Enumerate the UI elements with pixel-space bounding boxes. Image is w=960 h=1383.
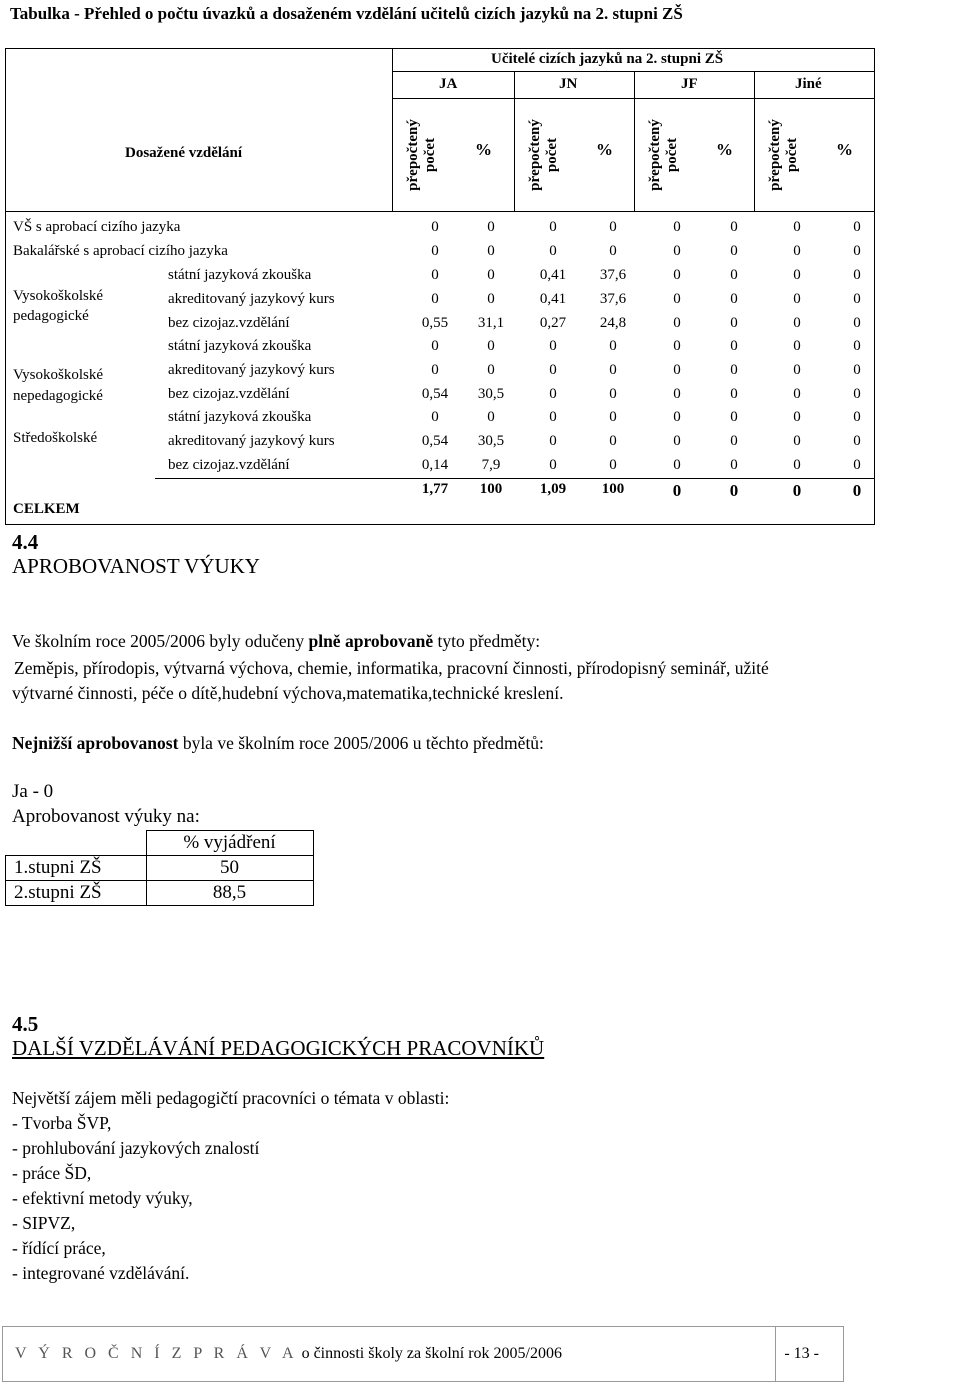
table-cell: 0 [431, 338, 439, 354]
group-label: pedagogické [13, 308, 89, 324]
page-title: Tabulka - Přehled o počtu úvazků a dosaženém vzdělání učitelů cizích jazyků na 2. stupni ZŠ [10, 4, 683, 23]
total-cell: 100 [601, 481, 625, 497]
table-cell: 0 [730, 338, 738, 354]
total-label: CELKEM [13, 501, 80, 517]
table-cell: 0 [549, 243, 557, 259]
table-cell: 0 [853, 386, 861, 402]
table-cell: 0,14 [421, 457, 449, 473]
footer-rest: o činnosti školy za školní rok 2005/2006 [297, 1345, 562, 1362]
row-label: akreditovaný jazykový kurs [168, 291, 335, 307]
table-cell: 37,6 [599, 291, 627, 307]
table-cell: 0 [431, 267, 439, 283]
total-cell: 0 [672, 481, 682, 500]
table-cell: 0 [609, 386, 617, 402]
col-header-percent: % [596, 140, 613, 159]
table-cell: 0 [853, 315, 861, 331]
table-cell: 0,54 [421, 433, 449, 449]
table-cell: 31,1 [477, 315, 505, 331]
table-cell: 0 [673, 315, 681, 331]
lang-jf: JF [681, 76, 698, 92]
table-cell: 0 [730, 457, 738, 473]
list-item: - Tvorba ŠVP, [12, 1113, 112, 1133]
table-cell: 0 [673, 433, 681, 449]
table-cell: 0,41 [539, 267, 567, 283]
ja-line: Ja - 0 [12, 781, 54, 802]
total-cell: 1,09 [539, 481, 567, 497]
table-cell: 0 [549, 409, 557, 425]
para-aprobace: Ve školním roce 2005/2006 byly odučeny plně aprobovaně tyto předměty: [12, 631, 541, 651]
table-cell: 30,5 [477, 433, 505, 449]
table-cell: 0 [431, 291, 439, 307]
row-label: bez cizojaz.vzdělání [168, 457, 290, 473]
table-cell: 0 [853, 457, 861, 473]
list-item: - řídící práce, [12, 1238, 106, 1258]
table-cell: 0 [793, 386, 801, 402]
total-cell: 0 [792, 481, 802, 500]
subjects-line-2: výtvarné činnosti, péče o dítě,hudební výchova,matematika,technické kreslení. [12, 683, 564, 703]
table-cell: 0 [487, 267, 495, 283]
table-cell: 0 [431, 362, 439, 378]
table-cell: 0 [673, 219, 681, 235]
apro-label: Aprobovanost výuky na: [12, 806, 200, 827]
list-item: - práce ŠD, [12, 1163, 92, 1183]
total-cell: 100 [479, 481, 503, 497]
col-header-count: přepočtený počet [647, 119, 680, 191]
row-label: státní jazyková zkouška [168, 409, 312, 425]
table-cell: 0 [431, 409, 439, 425]
apro-row-label: 1.stupni ZŠ [6, 856, 147, 881]
table-cell: 0 [853, 338, 861, 354]
table-cell: 0 [793, 219, 801, 235]
table-cell: 0 [793, 291, 801, 307]
table-cell: 0 [673, 243, 681, 259]
table-cell: 0 [853, 243, 861, 259]
lang-ja: JA [439, 76, 458, 92]
table-cell: 24,8 [599, 315, 627, 331]
table-cell: 0 [487, 338, 495, 354]
table-cell: 0 [549, 219, 557, 235]
row-label: bez cizojaz.vzdělání [168, 386, 290, 402]
table-cell: 0 [853, 219, 861, 235]
subjects-line-1: Zeměpis, přírodopis, výtvarná výchova, chemie, informatika, pracovní činnosti, přírodopisný seminář, užité [14, 658, 769, 678]
apro-header: % vyjádření [146, 831, 313, 856]
table-cell: 0 [609, 362, 617, 378]
table-cell: 0 [673, 457, 681, 473]
table-cell: 0 [793, 457, 801, 473]
group-label: Vysokoškolské [13, 288, 104, 304]
table-cell: 0 [673, 409, 681, 425]
table-cell: 0 [487, 291, 495, 307]
table-cell: 0 [609, 409, 617, 425]
group-label: Vysokoškolské [13, 367, 104, 383]
table-cell: 0 [730, 243, 738, 259]
lang-jn: JN [559, 76, 578, 92]
table-cell: 0 [793, 362, 801, 378]
table-cell: 0 [673, 386, 681, 402]
table-cell: 0 [730, 386, 738, 402]
list-item: - efektivní metody výuky, [12, 1188, 193, 1208]
apro-row-value: 50 [146, 856, 313, 881]
section-44-heading: APROBOVANOST VÝUKY [12, 554, 260, 578]
row-label: bez cizojaz.vzdělání [168, 315, 290, 331]
page-footer [2, 1326, 844, 1382]
list-item: - prohlubování jazykových znalostí [12, 1138, 260, 1158]
table-cell: 0 [853, 267, 861, 283]
group-header: Učitelé cizích jazyků na 2. stupni ZŠ [491, 51, 724, 67]
row-label: státní jazyková zkouška [168, 338, 312, 354]
apro-row-value: 88,5 [146, 881, 313, 906]
section-45-heading: DALŠÍ VZDĚLÁVÁNÍ PEDAGOGICKÝCH PRACOVNÍKŮ [12, 1036, 545, 1060]
table-cell: 0 [487, 219, 495, 235]
row-label: VŠ s aprobací cizího jazyka [13, 219, 181, 235]
row-label: akreditovaný jazykový kurs [168, 362, 335, 378]
lang-jine: Jiné [795, 76, 822, 92]
col-header-percent: % [475, 140, 492, 159]
table-cell: 0 [431, 243, 439, 259]
table-cell: 0 [549, 457, 557, 473]
table-cell: 0 [549, 386, 557, 402]
table-cell: 0 [730, 315, 738, 331]
table-cell: 0 [853, 409, 861, 425]
table-cell: 37,6 [599, 267, 627, 283]
section-45-number: 4.5 [12, 1012, 39, 1036]
table-cell: 0 [793, 433, 801, 449]
table-cell: 0 [549, 433, 557, 449]
total-cell: 0 [852, 481, 862, 500]
table-cell: 0 [793, 409, 801, 425]
row-label: akreditovaný jazykový kurs [168, 433, 335, 449]
table-cell: 7,9 [481, 457, 501, 473]
table-cell: 0 [730, 291, 738, 307]
table-cell: 0 [431, 219, 439, 235]
table-cell: 0,54 [421, 386, 449, 402]
table-cell: 0 [609, 219, 617, 235]
table-cell: 0 [793, 243, 801, 259]
table-cell: 0 [673, 338, 681, 354]
table-cell: 0,41 [539, 291, 567, 307]
table-cell: 0 [609, 243, 617, 259]
table-cell: 0 [793, 267, 801, 283]
table-cell: 30,5 [477, 386, 505, 402]
table-cell: 0 [730, 433, 738, 449]
table-cell: 0 [549, 338, 557, 354]
table-cell: 0 [487, 362, 495, 378]
col-header-percent: % [836, 140, 853, 159]
col-header-count: přepočtený počet [405, 119, 438, 191]
section-45-intro: Největší zájem měli pedagogičtí pracovníci o témata v oblasti: [12, 1088, 450, 1108]
row-header: Dosažené vzdělání [125, 145, 243, 161]
row-label: státní jazyková zkouška [168, 267, 312, 283]
table-cell: 0 [609, 338, 617, 354]
table-cell: 0,55 [421, 315, 449, 331]
table-cell: 0 [730, 409, 738, 425]
teachers-table [5, 48, 875, 525]
table-cell: 0 [673, 362, 681, 378]
col-header-count: přepočtený počet [527, 119, 560, 191]
list-item: - SIPVZ, [12, 1213, 76, 1233]
total-cell: 1,77 [421, 481, 449, 497]
table-cell: 0 [673, 267, 681, 283]
table-cell: 0 [730, 267, 738, 283]
table-cell: 0,27 [539, 315, 567, 331]
aprobovanost-table [5, 830, 314, 906]
row-label: Bakalářské s aprobací cizího jazyka [13, 243, 228, 259]
table-cell: 0 [730, 362, 738, 378]
table-cell: 0 [609, 457, 617, 473]
table-cell: 0 [853, 433, 861, 449]
col-header-percent: % [716, 140, 733, 159]
list-item: - integrované vzdělávání. [12, 1263, 190, 1283]
table-cell: 0 [487, 243, 495, 259]
table-cell: 0 [853, 291, 861, 307]
table-cell: 0 [793, 315, 801, 331]
table-cell: 0 [609, 433, 617, 449]
para-nejnizsi: Nejnižší aprobovanost byla ve školním roce 2005/2006 u těchto předmětů: [12, 733, 544, 753]
table-cell: 0 [673, 291, 681, 307]
group-label: Středoškolské [13, 430, 98, 446]
footer-vyrocni: V Ý R O Č N Í Z P R Á V A [15, 1345, 298, 1362]
table-cell: 0 [853, 362, 861, 378]
total-cell: 0 [729, 481, 739, 500]
apro-row-label: 2.stupni ZŠ [6, 881, 147, 906]
table-cell: 0 [793, 338, 801, 354]
table-cell: 0 [549, 362, 557, 378]
group-label: nepedagogické [13, 388, 103, 404]
col-header-count: přepočtený počet [767, 119, 800, 191]
table-cell: 0 [487, 409, 495, 425]
section-44-number: 4.4 [12, 530, 39, 554]
table-cell: 0 [730, 219, 738, 235]
page-number: - 13 - [784, 1345, 819, 1362]
